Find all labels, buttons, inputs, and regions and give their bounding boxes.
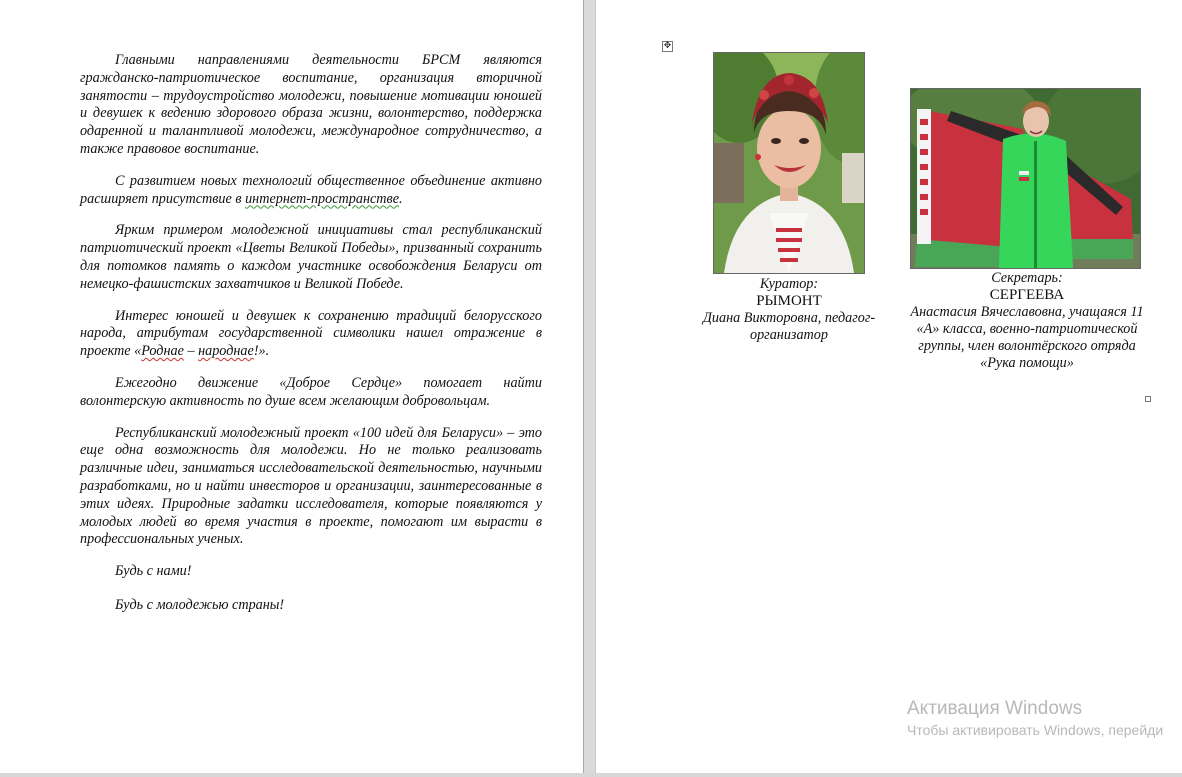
closing-line-1: Будь с нами! — [115, 563, 192, 580]
paragraph-directions: Главными направлениями деятельности БРСМ являются гражданско-патриотическое воспитание, организация вторичной занятости – трудоустройство молодежи, повышение мотивации юношей и девушек к ведению здорового образа жизни, волонтерство, поддержка одаренной и талантливой молодежи, международное сотрудничество, а также правовое воспитание. — [80, 52, 542, 157]
body-text[interactable] — [80, 52, 542, 631]
secretary-details: Анастасия Вячеславовна, учащаяся 11 «А» класса, военно-патриотической группы, член волонтёрского отряда «Рука помощи» — [910, 304, 1144, 371]
grammar-flagged-word[interactable]: интернет-пространстве — [245, 190, 399, 207]
curator-caption — [686, 276, 892, 344]
paragraph-flowers-of-victory: Ярким примером молодежной инициативы стал республиканский патриотический проект «Цветы Великой Победы», призванный сохранить для потомков память о каждом участнике освобождения Беларуси от немецко-фашистских захватчиков и Великой Победе. — [80, 222, 542, 292]
paragraph-kind-heart: Ежегодно движение «Доброе Сердце» помогает найти волонтерскую активность по душе всем желающим добровольцам. — [80, 374, 542, 409]
page-gap — [583, 0, 596, 777]
windows-activation-watermark — [907, 698, 1163, 739]
paragraph-internet: С развитием новых технологий общественное объединение активно расширяет присутствие в интернет-пространстве. — [80, 172, 542, 207]
table-move-handle[interactable] — [662, 41, 673, 52]
curator-role: Куратор: — [759, 276, 819, 292]
secretary-photo[interactable] — [910, 88, 1141, 269]
watermark-title: Активация Windows — [907, 698, 1083, 719]
curator-photo-image — [714, 53, 864, 273]
spelling-flagged-word[interactable]: Роднае — [141, 343, 184, 360]
paragraph-100-ideas: Республиканский молодежный проект «100 идей для Беларуси» – это еще одна возможность для молодежи. Но не только реализовать различные идеи, заниматься исследовательской деятельностью, научными разработками, но и найти инвесторов и организации, заинтересованные в этих идеях. Природные задатки исследователя, которые появляются у молодых людей во время участия в проекте, помогают им вырасти в профессиональных ученых. — [80, 424, 542, 548]
paragraph-traditions: Интерес юношей и девушек к сохранению традиций белорусского народа, атрибутам государственной символики нашел отражение в проекте «Роднае – народнае!». — [80, 307, 542, 360]
closing-line-2: Будь с молодежью страны! — [115, 596, 285, 613]
window-bottom-edge — [0, 773, 1182, 777]
secretary-caption — [904, 270, 1150, 372]
watermark-subtitle: Чтобы активировать Windows, перейди — [907, 722, 1164, 738]
secretary-role: Секретарь: — [991, 270, 1063, 286]
table-resize-handle[interactable] — [1145, 396, 1151, 402]
spelling-flagged-word[interactable]: народнае — [198, 343, 254, 360]
curator-photo[interactable] — [713, 52, 865, 274]
secretary-photo-image — [911, 89, 1140, 268]
document-page-left[interactable] — [0, 0, 583, 777]
secretary-surname: СЕРГЕЕВА — [989, 287, 1065, 303]
move-cross-icon: ✥ — [663, 41, 672, 51]
curator-surname: РЫМОНТ — [756, 293, 822, 309]
curator-details: Диана Викторовна, педагог-организатор — [702, 310, 876, 343]
